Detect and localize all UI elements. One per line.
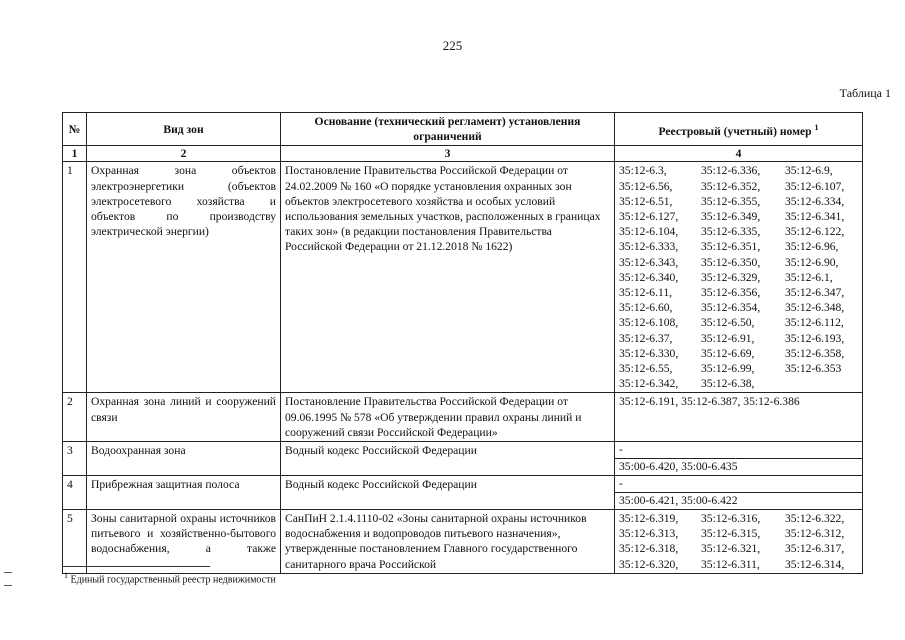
page-number: 225 (442, 38, 463, 53)
row-number: 2 (63, 393, 87, 442)
registry-code: 35:12-6.320, (619, 557, 679, 571)
registry-code: 35:12-6.350, (701, 255, 761, 269)
registry-code (785, 376, 853, 391)
registry-code: 35:12-6.351, (701, 240, 761, 254)
registry-code: 35:12-6.329, (701, 270, 761, 284)
header-basis: Основание (технический регламент) установления ограничений (281, 113, 615, 146)
column-number: 2 (87, 146, 281, 162)
registry-code: 35:12-6.315, (701, 527, 761, 541)
registry-code: 35:12-6.1, (785, 270, 833, 284)
codes-grid (619, 163, 858, 391)
footnote-marker: 1 (64, 571, 68, 580)
column-number: 3 (281, 146, 615, 162)
registry-code: 35:12-6.356, (701, 286, 761, 300)
registry-code: 35:12-6.193, (785, 331, 845, 345)
registry-code: 35:12-6.335, (701, 225, 761, 239)
zone-type: Прибрежная защитная полоса (87, 476, 281, 510)
registry-code: 35:12-6.333, (619, 240, 679, 254)
registry-code: 35:12-6.316, (701, 512, 761, 526)
registry-code: 35:12-6.322, (785, 512, 845, 526)
registry-code: 35:12-6.354, (701, 301, 761, 315)
column-number: 4 (615, 146, 863, 162)
registry-code: 35:12-6.348, (785, 301, 845, 315)
registry-code: 35:12-6.11, (619, 286, 673, 300)
table-row (63, 510, 863, 574)
footnote-text: Единый государственный реестр недвижимости (70, 574, 276, 586)
registry-code: 35:12-6.336, (701, 164, 761, 178)
table-row (63, 393, 863, 442)
registry-code: 35:12-6.91, (701, 331, 755, 345)
registry-code: 35:12-6.334, (785, 194, 845, 208)
footnote-divider (62, 566, 210, 567)
registry-code: 35:12-6.37, (619, 331, 673, 345)
registry-code: 35:12-6.9, (785, 164, 833, 178)
registry-code: 35:12-6.96, (785, 240, 839, 254)
registry-code: 35:12-6.355, (701, 194, 761, 208)
registry-code: 35:12-6.127, (619, 210, 679, 224)
registry-code: 35:12-6.314, (785, 557, 845, 571)
registry-code: 35:12-6.104, (619, 225, 679, 239)
zone-type: Охранная зона линий и сооружений связи (87, 393, 281, 442)
column-number: 1 (63, 146, 87, 162)
registry-values: 35:00-6.421, 35:00-6.422 (615, 492, 862, 509)
registry-code: 35:12-6.319, (619, 512, 679, 526)
zone-type: Водоохранная зона (87, 442, 281, 476)
header-registry-text: Реестровый (учетный) номер (658, 124, 812, 138)
registry-code: 35:12-6.311, (701, 557, 760, 571)
zone-type: Охранная зона объектов электроэнергетики (объектов электросетевого хозяйства и объектов по производству электрической энергии) (87, 162, 281, 393)
restrictions-table (62, 112, 863, 574)
row-number: 4 (63, 476, 87, 510)
header-registry (615, 113, 863, 146)
header-num: № (63, 113, 87, 146)
registry-code: 35:12-6.107, (785, 179, 845, 193)
table-label: Таблица 1 (839, 86, 891, 100)
registry-code: 35:12-6.56, (619, 179, 673, 193)
zone-type: Зоны санитарной охраны источников питьевого и хозяйственно-бытового водоснабжения, а также (87, 510, 281, 574)
basis-text: Водный кодекс Российской Федерации (281, 476, 615, 510)
row-number: 1 (63, 162, 87, 393)
registry-code: 35:12-6.99, (701, 362, 755, 376)
registry-code: 35:12-6.321, (701, 542, 761, 556)
registry-codes (615, 476, 863, 510)
footnote (64, 571, 276, 585)
registry-code: 35:12-6.112, (785, 316, 844, 330)
table-row (63, 476, 863, 510)
registry-values: 35:00-6.420, 35:00-6.435 (615, 458, 862, 475)
registry-code: 35:12-6.352, (701, 179, 761, 193)
basis-text: Водный кодекс Российской Федерации (281, 442, 615, 476)
margin-mark (4, 572, 12, 586)
registry-code: 35:12-6.122, (785, 225, 845, 239)
header-row (63, 113, 863, 146)
basis-text: СанПиН 2.1.4.1110-02 «Зоны санитарной охраны источников водоснабжения и водопроводов питьевого назначения», утвержденные постановлением Главного государственного санитарного врача Российской (281, 510, 615, 574)
registry-code: 35:12-6.318, (619, 542, 679, 556)
registry-codes (615, 162, 863, 393)
registry-code: 35:12-6.90, (785, 255, 839, 269)
registry-code: 35:12-6.313, (619, 527, 679, 541)
registry-codes: 35:12-6.191, 35:12-6.387, 35:12-6.386 (615, 393, 863, 442)
registry-code: 35:12-6.353 (785, 362, 842, 376)
table-row (63, 442, 863, 476)
registry-code: 35:12-6.51, (619, 194, 673, 208)
registry-code: 35:12-6.317, (785, 542, 845, 556)
registry-code: 35:12-6.343, (619, 255, 679, 269)
registry-code: 35:12-6.358, (785, 346, 845, 360)
column-number-row (63, 146, 863, 162)
registry-dash: - (619, 477, 623, 491)
registry-code: 35:12-6.347, (785, 286, 845, 300)
registry-code: 35:12-6.349, (701, 210, 761, 224)
registry-code: 35:12-6.342, (619, 377, 679, 391)
registry-code: 35:12-6.69, (701, 346, 755, 360)
registry-code: 35:12-6.60, (619, 301, 673, 315)
registry-code: 35:12-6.108, (619, 316, 679, 330)
registry-code: 35:12-6.312, (785, 527, 845, 541)
registry-code: 35:12-6.340, (619, 270, 679, 284)
registry-code: 35:12-6.341, (785, 210, 845, 224)
registry-code: 35:12-6.330, (619, 346, 679, 360)
basis-text: Постановление Правительства Российской Федерации от 09.06.1995 № 578 «Об утверждении правил охраны линий и сооружений связи Российской Федерации» (281, 393, 615, 442)
row-number: 3 (63, 442, 87, 476)
registry-codes (615, 442, 863, 476)
registry-codes (615, 510, 863, 574)
registry-code: 35:12-6.55, (619, 362, 673, 376)
footnote-ref: 1 (814, 122, 819, 132)
row-number: 5 (63, 510, 87, 574)
registry-dash: - (619, 443, 623, 457)
registry-code: 35:12-6.38, (701, 377, 755, 391)
basis-text: Постановление Правительства Российской Федерации от 24.02.2009 № 160 «О порядке установления охранных зон объектов электросетевого хозяйства и особых условий использования земельных участков, расположенных в границах таких зон» (в редакции постановления Правительства Российской Федерации от 21.12.2018 № 1622) (281, 162, 615, 393)
codes-grid (619, 511, 858, 572)
table-row (63, 162, 863, 393)
registry-code: 35:12-6.50, (701, 316, 755, 330)
registry-code: 35:12-6.3, (619, 164, 667, 178)
header-zone: Вид зон (87, 113, 281, 146)
